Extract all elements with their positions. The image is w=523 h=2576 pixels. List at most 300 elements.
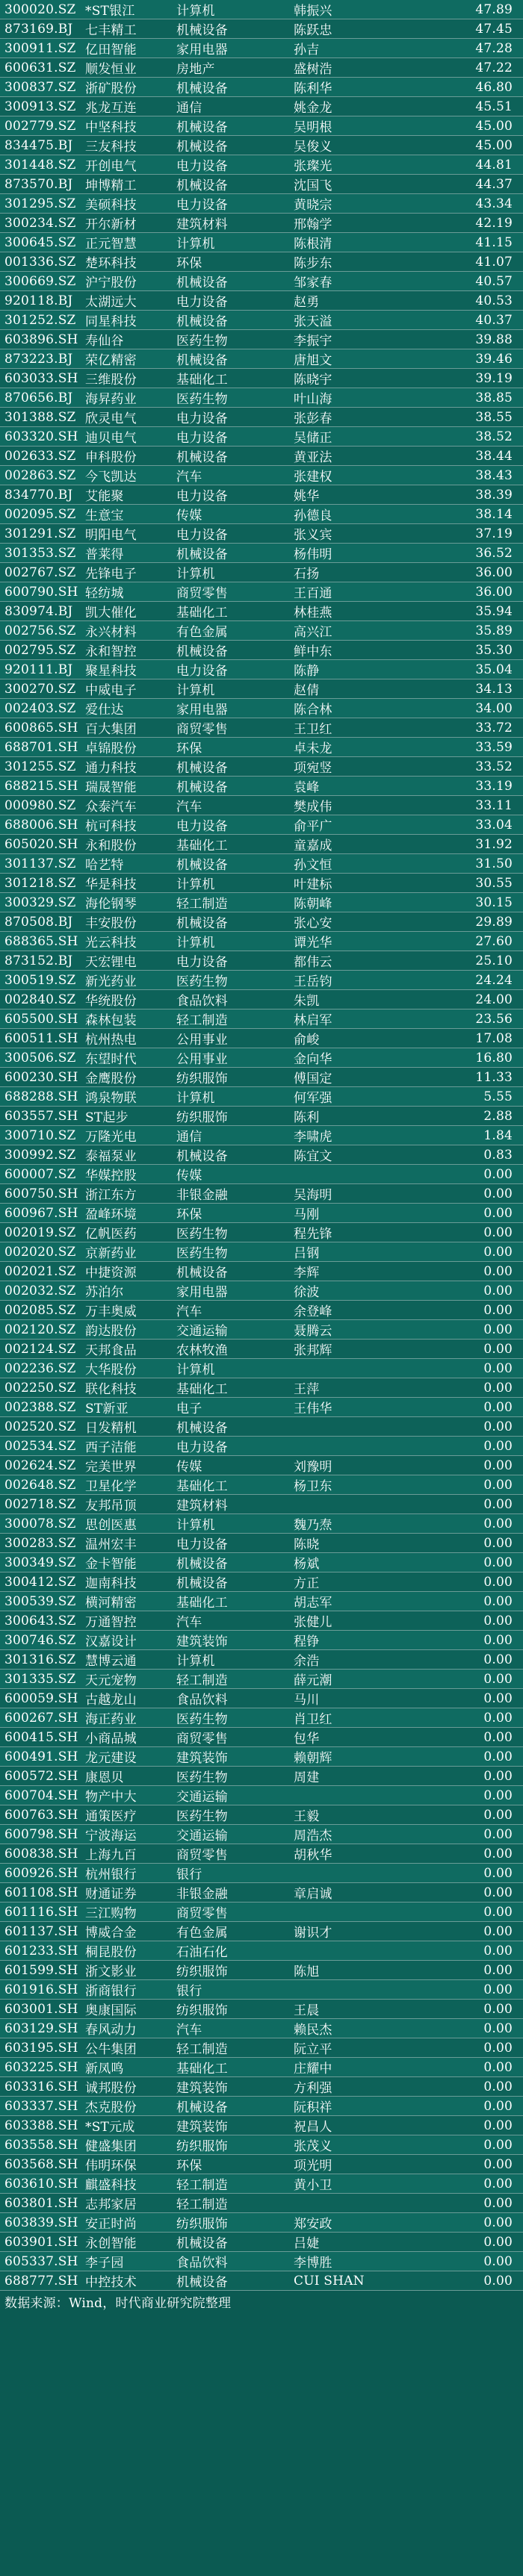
person-name-cell (289, 1495, 418, 1514)
value-cell: 36.52 (418, 544, 523, 563)
value-cell: 0.00 (418, 1631, 523, 1650)
stock-name-cell: 健盛集团 (81, 2135, 172, 2155)
table-row (0, 408, 523, 427)
table-row (0, 1398, 523, 1417)
industry-cell: 非银金融 (172, 1883, 289, 1903)
stock-code-cell: 301252.SZ (0, 311, 81, 330)
stock-code-cell: 873169.BJ (0, 19, 81, 39)
stock-code-cell: 002020.SZ (0, 1242, 81, 1262)
stock-code-cell: 600631.SZ (0, 58, 81, 78)
stock-name-cell: 思创医惠 (81, 1514, 172, 1534)
value-cell: 0.00 (418, 1398, 523, 1417)
stock-name-cell: 沪宁股份 (81, 272, 172, 291)
table-row (0, 252, 523, 272)
industry-cell: 食品饮料 (172, 2252, 289, 2271)
table-row (0, 349, 523, 369)
stock-code-cell: 300669.SZ (0, 272, 81, 291)
value-cell: 41.15 (418, 233, 523, 252)
stock-name-cell: 春风动力 (81, 2019, 172, 2038)
stock-name-cell: 中控技术 (81, 2271, 172, 2291)
industry-cell: 机械设备 (172, 1553, 289, 1572)
table-row (0, 1728, 523, 1747)
stock-code-cell: 301335.SZ (0, 1670, 81, 1689)
stock-name-cell: 同星科技 (81, 311, 172, 330)
person-name-cell: 傅国定 (289, 1068, 418, 1087)
value-cell: 0.00 (418, 1495, 523, 1514)
stock-code-cell: 301448.SZ (0, 155, 81, 175)
stock-code-cell: 600967.SH (0, 1204, 81, 1223)
industry-cell: 交通运输 (172, 1825, 289, 1844)
industry-cell: 有色金属 (172, 621, 289, 641)
industry-cell: 电力设备 (172, 155, 289, 175)
person-name-cell: 何军强 (289, 1087, 418, 1107)
stock-name-cell: 亿田智能 (81, 39, 172, 58)
stock-name-cell: 迦南科技 (81, 1572, 172, 1592)
table-row (0, 1825, 523, 1844)
value-cell: 41.07 (418, 252, 523, 272)
person-name-cell: 杨伟明 (289, 544, 418, 563)
stock-name-cell: 完美世界 (81, 1456, 172, 1475)
industry-cell: 非银金融 (172, 1184, 289, 1204)
table-row (0, 1941, 523, 1961)
stock-code-cell: 603388.SH (0, 2116, 81, 2135)
stock-code-cell: 920111.BJ (0, 660, 81, 679)
stock-name-cell: 中捷资源 (81, 1262, 172, 1281)
value-cell: 0.00 (418, 1262, 523, 1281)
table-row (0, 2097, 523, 2116)
industry-cell: 电力设备 (172, 408, 289, 427)
stock-code-cell: 002021.SZ (0, 1262, 81, 1281)
value-cell: 40.37 (418, 311, 523, 330)
industry-cell: 机械设备 (172, 1262, 289, 1281)
value-cell: 38.43 (418, 466, 523, 485)
stock-name-cell: 西子洁能 (81, 1437, 172, 1456)
person-name-cell: 李博胜 (289, 2252, 418, 2271)
table-row (0, 1553, 523, 1572)
stock-code-cell: 603129.SH (0, 2019, 81, 2038)
industry-cell: 机械设备 (172, 19, 289, 39)
person-name-cell: 周建 (289, 1767, 418, 1786)
industry-cell: 电力设备 (172, 815, 289, 835)
value-cell: 44.81 (418, 155, 523, 175)
person-name-cell: 余浩 (289, 1650, 418, 1670)
person-name-cell: 程铮 (289, 1631, 418, 1650)
stock-name-cell: 韵达股份 (81, 1320, 172, 1340)
stock-name-cell: 物产中大 (81, 1786, 172, 1805)
industry-cell: 基础化工 (172, 369, 289, 388)
industry-cell: 机械设备 (172, 777, 289, 796)
stock-code-cell: 002236.SZ (0, 1359, 81, 1378)
stock-name-cell: 浙文影业 (81, 1961, 172, 1980)
stock-name-cell: 聚星科技 (81, 660, 172, 679)
stock-code-cell: 688215.SH (0, 777, 81, 796)
value-cell: 40.53 (418, 291, 523, 311)
value-cell: 38.14 (418, 505, 523, 524)
value-cell: 0.00 (418, 1708, 523, 1728)
stock-name-cell: 三江购物 (81, 1903, 172, 1922)
industry-cell: 家用电器 (172, 699, 289, 718)
industry-cell: 电力设备 (172, 194, 289, 214)
value-cell: 0.00 (418, 1204, 523, 1223)
stock-code-cell: 603610.SH (0, 2174, 81, 2194)
stock-code-cell: 600865.SH (0, 718, 81, 738)
industry-cell: 计算机 (172, 932, 289, 951)
industry-cell: 基础化工 (172, 1592, 289, 1611)
person-name-cell: 陈根清 (289, 233, 418, 252)
table-row (0, 1611, 523, 1631)
value-cell: 0.00 (418, 1223, 523, 1242)
stock-code-cell: 600511.SH (0, 1029, 81, 1048)
stock-name-cell: 丰安股份 (81, 912, 172, 932)
person-name-cell: 都伟云 (289, 951, 418, 971)
value-cell: 0.00 (418, 1592, 523, 1611)
industry-cell: 计算机 (172, 1650, 289, 1670)
stock-code-cell: 300329.SZ (0, 893, 81, 912)
industry-cell: 基础化工 (172, 835, 289, 854)
value-cell: 33.72 (418, 718, 523, 738)
table-row (0, 1961, 523, 1980)
person-name-cell: 俞平广 (289, 815, 418, 835)
person-name-cell: 余登峰 (289, 1301, 418, 1320)
stock-code-cell: 601137.SH (0, 1922, 81, 1941)
table-row (0, 679, 523, 699)
table-row (0, 1650, 523, 1670)
industry-cell: 机械设备 (172, 641, 289, 660)
value-cell: 0.00 (418, 1980, 523, 2000)
value-cell: 0.00 (418, 1378, 523, 1398)
value-cell: 0.00 (418, 1437, 523, 1456)
table-row (0, 1437, 523, 1456)
person-name-cell: CUI SHAN (289, 2271, 418, 2291)
stock-code-cell: 300643.SZ (0, 1611, 81, 1631)
stock-name-cell: 楚环科技 (81, 252, 172, 272)
value-cell: 0.00 (418, 1767, 523, 1786)
stock-code-cell: 603839.SH (0, 2213, 81, 2233)
industry-cell: 机械设备 (172, 757, 289, 777)
industry-cell: 电力设备 (172, 1437, 289, 1456)
person-name-cell (289, 1786, 418, 1805)
industry-cell: 机械设备 (172, 1145, 289, 1165)
industry-cell: 传媒 (172, 505, 289, 524)
person-name-cell: 周浩杰 (289, 1825, 418, 1844)
stock-name-cell: 万丰奥威 (81, 1301, 172, 1320)
stock-code-cell: 603033.SH (0, 369, 81, 388)
table-row (0, 524, 523, 544)
value-cell: 39.46 (418, 349, 523, 369)
value-cell: 45.00 (418, 136, 523, 155)
stock-code-cell: 603568.SH (0, 2155, 81, 2174)
table-row (0, 1456, 523, 1475)
industry-cell: 机械设备 (172, 2271, 289, 2291)
stock-code-cell: 300710.SZ (0, 1126, 81, 1145)
stock-name-cell: 哈艺特 (81, 854, 172, 874)
value-cell: 35.04 (418, 660, 523, 679)
stock-code-cell: 301291.SZ (0, 524, 81, 544)
stock-name-cell: 金鹰股份 (81, 1068, 172, 1087)
stock-name-cell: 生意宝 (81, 505, 172, 524)
industry-cell: 计算机 (172, 874, 289, 893)
stock-name-cell: 顺发恒业 (81, 58, 172, 78)
person-name-cell: 张义宾 (289, 524, 418, 544)
table-row (0, 660, 523, 679)
value-cell: 42.19 (418, 214, 523, 233)
value-cell: 40.57 (418, 272, 523, 291)
person-name-cell: 方正 (289, 1572, 418, 1592)
stock-name-cell: 永创智能 (81, 2233, 172, 2252)
person-name-cell: 赖民杰 (289, 2019, 418, 2038)
value-cell: 0.00 (418, 1844, 523, 1864)
value-cell: 23.56 (418, 1009, 523, 1029)
industry-cell: 医药生物 (172, 1242, 289, 1262)
person-name-cell: 徐波 (289, 1281, 418, 1301)
stock-name-cell: 众泰汽车 (81, 796, 172, 815)
source-note: 数据来源：Wind，时代商业研究院整理 (4, 2296, 232, 2311)
stock-name-cell: 亿帆医药 (81, 1223, 172, 1242)
value-cell: 0.00 (418, 1475, 523, 1495)
value-cell: 0.00 (418, 2019, 523, 2038)
stock-code-cell: 605020.SH (0, 835, 81, 854)
table-row (0, 58, 523, 78)
industry-cell: 纺织服饰 (172, 2213, 289, 2233)
table-row (0, 1029, 523, 1048)
stock-name-cell: 康恩贝 (81, 1767, 172, 1786)
stock-name-cell: 通策医疗 (81, 1805, 172, 1825)
person-name-cell: 祝昌人 (289, 2116, 418, 2135)
value-cell: 24.24 (418, 971, 523, 990)
stock-code-cell: 603896.SH (0, 330, 81, 349)
stock-name-cell: 凯大催化 (81, 602, 172, 621)
table-row (0, 1572, 523, 1592)
stock-code-cell: 002403.SZ (0, 699, 81, 718)
table-row (0, 1767, 523, 1786)
person-name-cell (289, 1437, 418, 1456)
person-name-cell: 郑安政 (289, 2213, 418, 2233)
stock-code-cell: 600790.SH (0, 582, 81, 602)
industry-cell: 商贸零售 (172, 582, 289, 602)
table-row (0, 912, 523, 932)
table-row (0, 2019, 523, 2038)
value-cell: 31.50 (418, 854, 523, 874)
stock-code-cell: 873223.BJ (0, 349, 81, 369)
stock-name-cell: 苏泊尔 (81, 1281, 172, 1301)
industry-cell: 汽车 (172, 796, 289, 815)
stock-code-cell: 000980.SZ (0, 796, 81, 815)
industry-cell: 机械设备 (172, 447, 289, 466)
table-row (0, 951, 523, 971)
person-name-cell: 沈国飞 (289, 175, 418, 194)
person-name-cell: 孙文恒 (289, 854, 418, 874)
stock-name-cell: 盈峰环境 (81, 1204, 172, 1223)
industry-cell: 机械设备 (172, 116, 289, 136)
value-cell: 0.00 (418, 2097, 523, 2116)
stock-code-cell: 600415.SH (0, 1728, 81, 1747)
table-row (0, 738, 523, 757)
table-row (0, 2155, 523, 2174)
stock-name-cell: 三维股份 (81, 369, 172, 388)
table-row (0, 1708, 523, 1728)
stock-name-cell: 海伦钢琴 (81, 893, 172, 912)
stock-code-cell: 834475.BJ (0, 136, 81, 155)
person-name-cell: 吴海明 (289, 1184, 418, 1204)
industry-cell: 医药生物 (172, 971, 289, 990)
person-name-cell (289, 1165, 418, 1184)
stock-code-cell: 301255.SZ (0, 757, 81, 777)
person-name-cell: 王伟华 (289, 1398, 418, 1417)
value-cell: 33.04 (418, 815, 523, 835)
table-row (0, 2038, 523, 2058)
person-name-cell: 林启军 (289, 1009, 418, 1029)
person-name-cell: 王毅 (289, 1805, 418, 1825)
person-name-cell: 张建权 (289, 466, 418, 485)
value-cell: 0.00 (418, 1553, 523, 1572)
person-name-cell: 黄晓宗 (289, 194, 418, 214)
stock-code-cell: 870656.BJ (0, 388, 81, 408)
table-row (0, 1747, 523, 1767)
stock-name-cell: 迪贝电气 (81, 427, 172, 447)
industry-cell: 传媒 (172, 1165, 289, 1184)
value-cell: 38.55 (418, 408, 523, 427)
person-name-cell: 薛元潮 (289, 1670, 418, 1689)
stock-name-cell: 鸿泉物联 (81, 1087, 172, 1107)
table-row (0, 1670, 523, 1689)
industry-cell: 机械设备 (172, 272, 289, 291)
industry-cell: 电力设备 (172, 660, 289, 679)
person-name-cell: 陈利 (289, 1107, 418, 1126)
industry-cell: 建筑装饰 (172, 1631, 289, 1650)
value-cell: 47.89 (418, 0, 523, 19)
stock-code-cell: 605500.SH (0, 1009, 81, 1029)
table-row (0, 1903, 523, 1922)
person-name-cell: 张健儿 (289, 1611, 418, 1631)
industry-cell: 基础化工 (172, 1475, 289, 1495)
stock-name-cell: 慧博云通 (81, 1650, 172, 1670)
value-cell: 0.00 (418, 1534, 523, 1553)
table-row (0, 291, 523, 311)
stock-name-cell: 开创电气 (81, 155, 172, 175)
stock-name-cell: 奥康国际 (81, 2000, 172, 2019)
person-name-cell: 包华 (289, 1728, 418, 1747)
value-cell: 38.39 (418, 485, 523, 505)
table-row (0, 1301, 523, 1320)
stock-name-cell: 永和智控 (81, 641, 172, 660)
stock-name-cell: 天宏锂电 (81, 951, 172, 971)
table-row (0, 1631, 523, 1650)
stock-name-cell: 安正时尚 (81, 2213, 172, 2233)
table-row (0, 214, 523, 233)
stock-code-cell: 300020.SZ (0, 0, 81, 19)
value-cell: 34.13 (418, 679, 523, 699)
table-row (0, 971, 523, 990)
table-row (0, 427, 523, 447)
industry-cell: 轻工制造 (172, 2194, 289, 2213)
industry-cell: 纺织服饰 (172, 1068, 289, 1087)
stock-name-cell: 小商品城 (81, 1728, 172, 1747)
industry-cell: 石油石化 (172, 1941, 289, 1961)
industry-cell: 机械设备 (172, 2233, 289, 2252)
value-cell: 37.19 (418, 524, 523, 544)
value-cell: 36.00 (418, 563, 523, 582)
stock-name-cell: 博威合金 (81, 1922, 172, 1941)
person-name-cell: 胡秋华 (289, 1844, 418, 1864)
table-row (0, 97, 523, 116)
value-cell: 0.00 (418, 1903, 523, 1922)
person-name-cell: 孙德良 (289, 505, 418, 524)
stock-code-cell: 002534.SZ (0, 1437, 81, 1456)
stock-name-cell: 寿仙谷 (81, 330, 172, 349)
industry-cell: 商贸零售 (172, 1844, 289, 1864)
stock-code-cell: 600572.SH (0, 1767, 81, 1786)
person-name-cell: 樊成伟 (289, 796, 418, 815)
stock-code-cell: 601233.SH (0, 1941, 81, 1961)
industry-cell: 汽车 (172, 1301, 289, 1320)
industry-cell: 纺织服饰 (172, 1107, 289, 1126)
stock-name-cell: 李子园 (81, 2252, 172, 2271)
person-name-cell: 张邦辉 (289, 1340, 418, 1359)
industry-cell: 轻工制造 (172, 1670, 289, 1689)
table-row (0, 1495, 523, 1514)
value-cell: 25.10 (418, 951, 523, 971)
industry-cell: 基础化工 (172, 1378, 289, 1398)
value-cell: 30.55 (418, 874, 523, 893)
industry-cell: 银行 (172, 1980, 289, 2000)
stock-code-cell: 002648.SZ (0, 1475, 81, 1495)
table-row (0, 2271, 523, 2291)
stock-name-cell: 杰克股份 (81, 2097, 172, 2116)
person-name-cell: 邹家春 (289, 272, 418, 291)
stock-code-cell: 603316.SH (0, 2077, 81, 2097)
table-row (0, 369, 523, 388)
value-cell: 39.88 (418, 330, 523, 349)
value-cell: 29.89 (418, 912, 523, 932)
value-cell: 16.80 (418, 1048, 523, 1068)
industry-cell: 公用事业 (172, 1048, 289, 1068)
stock-name-cell: 卫星化学 (81, 1475, 172, 1495)
person-name-cell: 项光明 (289, 2155, 418, 2174)
person-name-cell: 卓未龙 (289, 738, 418, 757)
industry-cell: 机械设备 (172, 311, 289, 330)
stock-name-cell: 公牛集团 (81, 2038, 172, 2058)
value-cell: 39.19 (418, 369, 523, 388)
stock-name-cell: 中威电子 (81, 679, 172, 699)
stock-code-cell: 002633.SZ (0, 447, 81, 466)
table-row (0, 1165, 523, 1184)
table-row (0, 2058, 523, 2077)
value-cell: 0.00 (418, 1786, 523, 1805)
person-name-cell: 李振宇 (289, 330, 418, 349)
person-name-cell: 陈步东 (289, 252, 418, 272)
industry-cell: 环保 (172, 2155, 289, 2174)
person-name-cell: 杨斌 (289, 1553, 418, 1572)
person-name-cell: 庄耀中 (289, 2058, 418, 2077)
table-row (0, 505, 523, 524)
stock-code-cell: 603320.SH (0, 427, 81, 447)
stock-code-cell: 002624.SZ (0, 1456, 81, 1475)
industry-cell: 食品饮料 (172, 1689, 289, 1708)
value-cell: 0.00 (418, 1883, 523, 1903)
industry-cell: 医药生物 (172, 388, 289, 408)
industry-cell: 家用电器 (172, 1281, 289, 1301)
industry-cell: 机械设备 (172, 912, 289, 932)
value-cell: 0.00 (418, 1184, 523, 1204)
person-name-cell: 章启诚 (289, 1883, 418, 1903)
value-cell: 0.00 (418, 1301, 523, 1320)
value-cell: 27.60 (418, 932, 523, 951)
stock-code-cell: 300911.SZ (0, 39, 81, 58)
industry-cell: 环保 (172, 1204, 289, 1223)
stock-code-cell: 603901.SH (0, 2233, 81, 2252)
industry-cell: 轻工制造 (172, 1009, 289, 1029)
stock-name-cell: 爱仕达 (81, 699, 172, 718)
